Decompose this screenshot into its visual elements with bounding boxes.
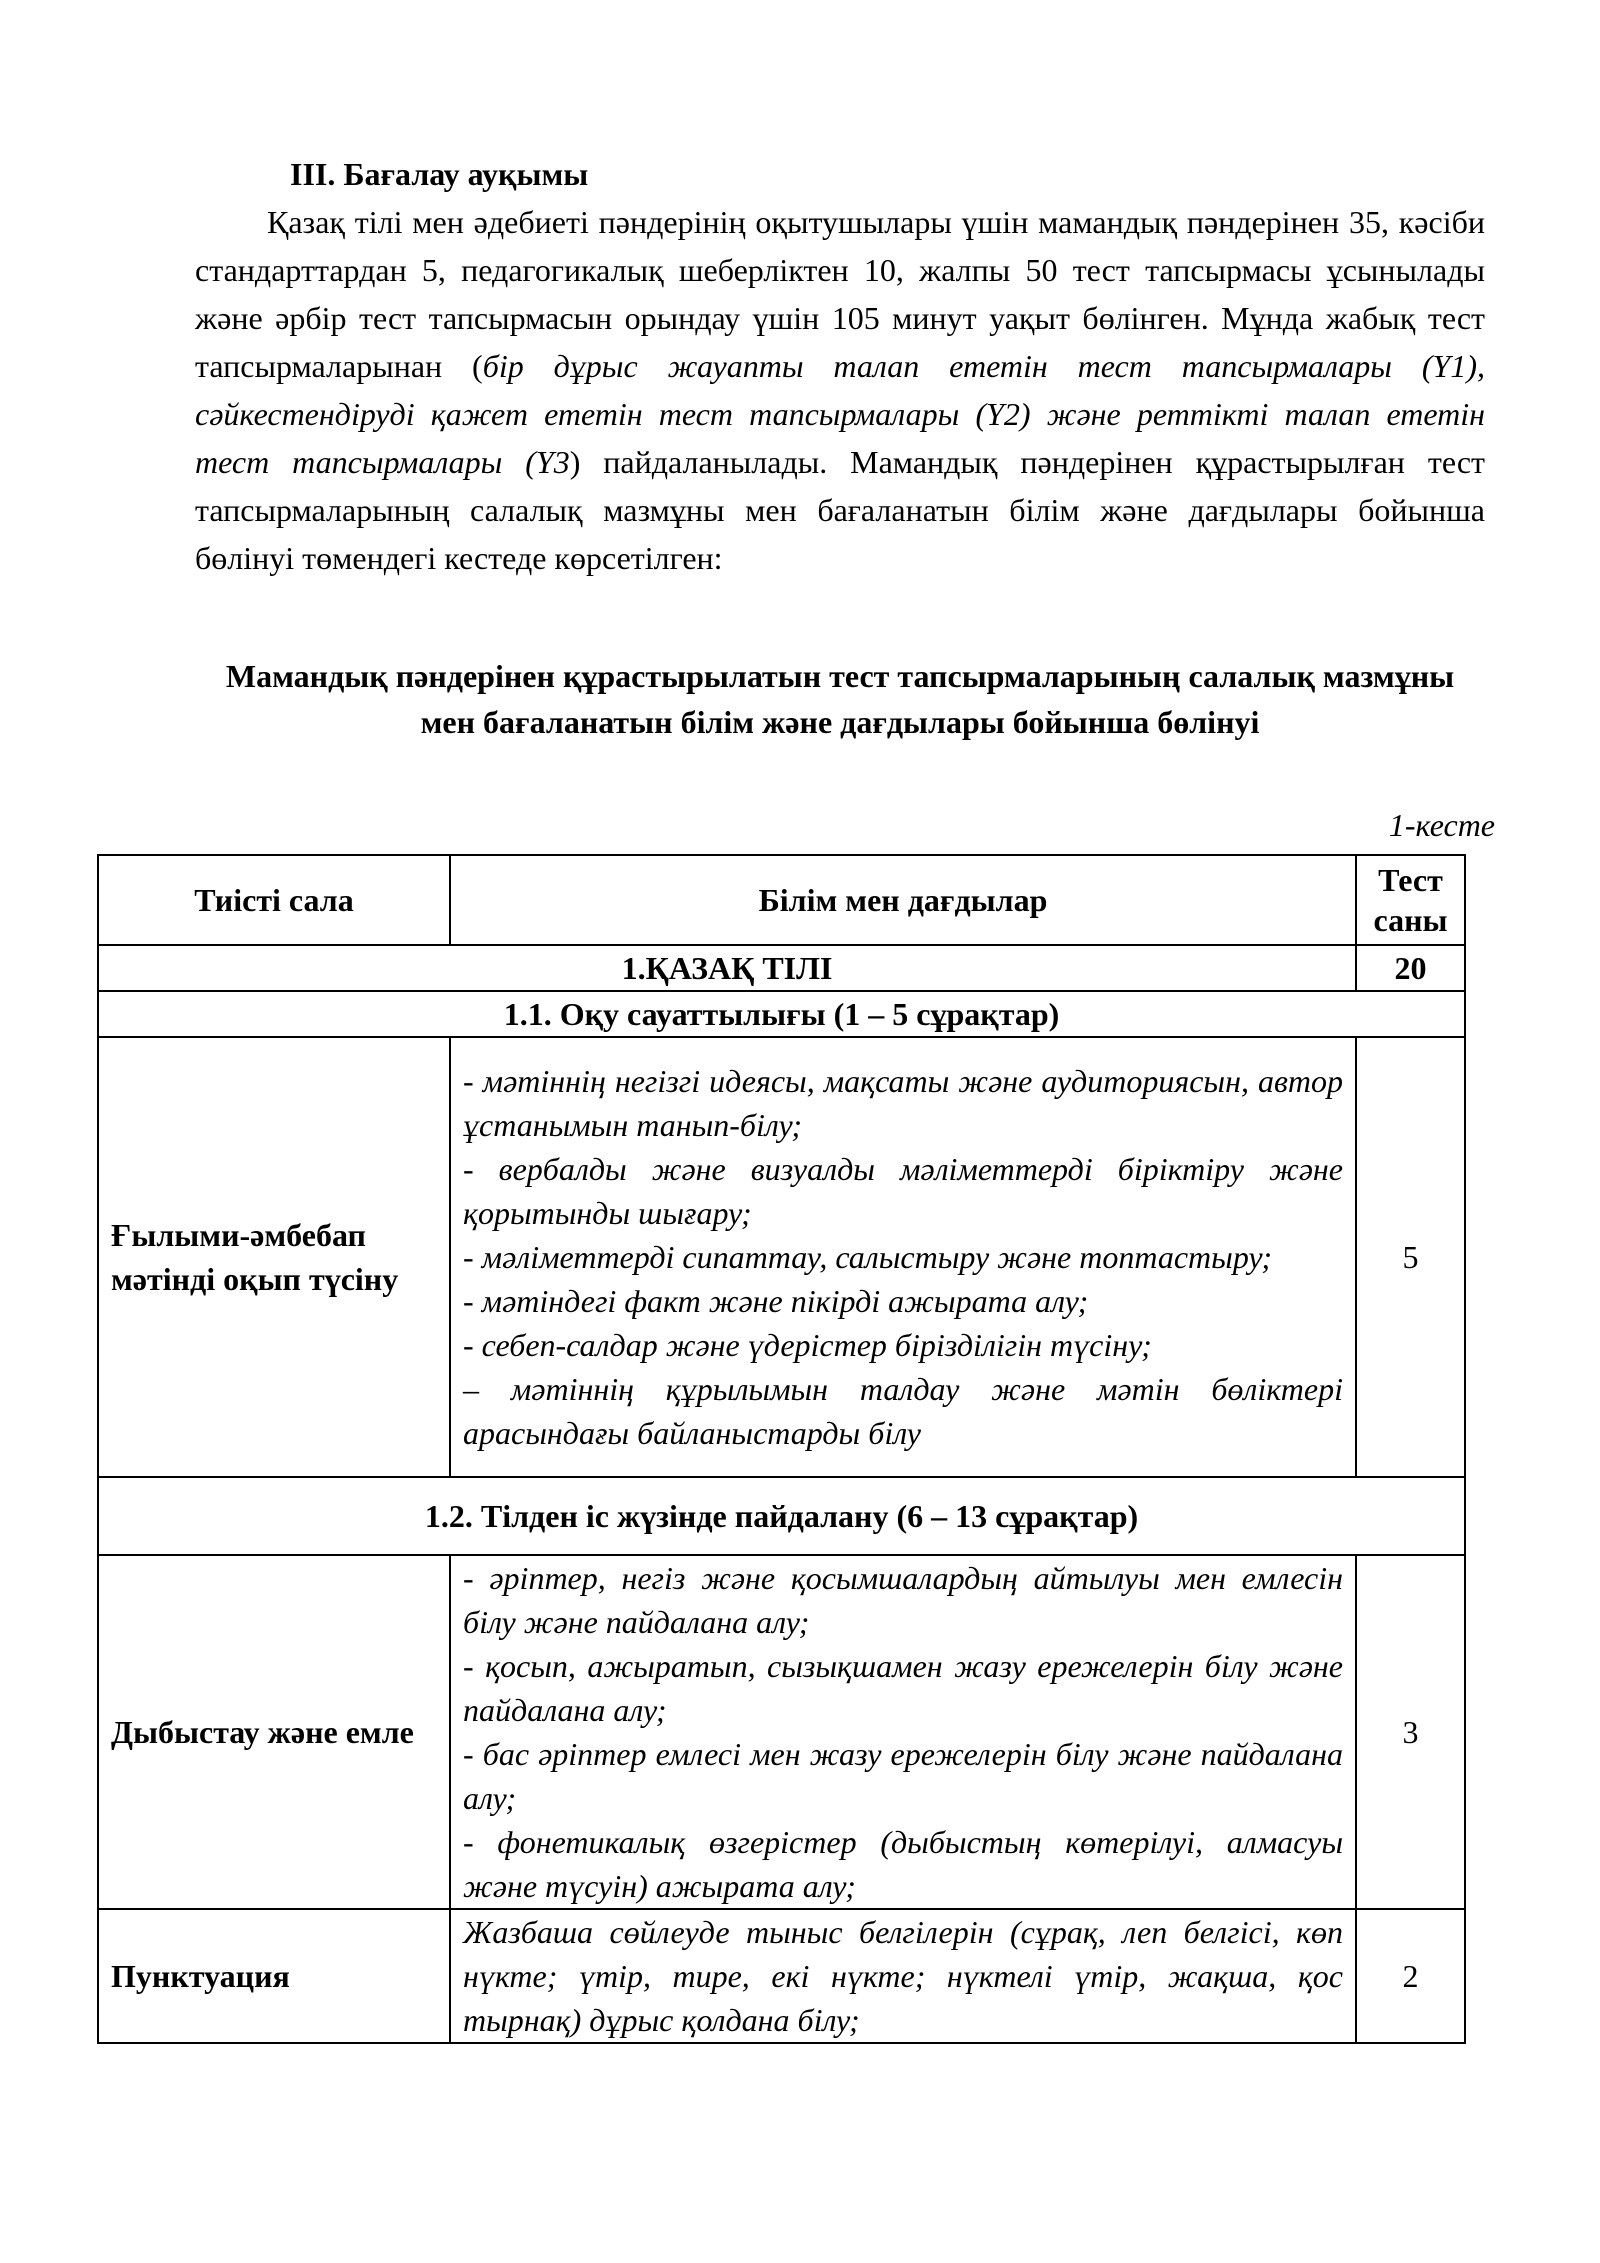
skill-item: - мәтіндегі факт және пікірді ажырата алу; xyxy=(463,1283,1089,1319)
skill-item: – мәтіннің құрылымын талдау және мәтін бөліктері арасындағы байланыстарды білу xyxy=(463,1371,1343,1451)
table-row xyxy=(98,1909,1465,2043)
section-count: 20 xyxy=(1356,945,1465,991)
row-count: 2 xyxy=(1356,1909,1465,2043)
intro-text-2: ) пайдаланылады. Мамандық пәндерінен құрастырылған тест тапсырмаларының салалық мазмұны мен бағаланатын білім және дағдылары бойынша бөлінуі төмендегі кестеде көрсетілген: xyxy=(195,444,1485,576)
skill-item: - әріптер, негіз және қосымшалардың айтылуы мен емлесін білу және пайдалана алу; xyxy=(463,1560,1343,1640)
intro-italic-text: бір дұрыс жауапты талап ететін тест тапсырмалары (Ү1), сәйкестендіруді қажет ететін тест тапсырмалары (Ү2) және реттікті талап ететін тест тапсырмалары (Ү3 xyxy=(195,348,1486,480)
row-skills xyxy=(450,1037,1356,1477)
header-area: Тиісті сала xyxy=(98,855,450,945)
intro-paragraph xyxy=(195,198,1485,582)
skill-item: - фонетикалық өзгерістер (дыбыстың көтерілуі, алмасуы және түсуін) ажырата алу; xyxy=(463,1824,1343,1904)
subsection-row-practical-language xyxy=(98,1477,1465,1555)
row-area: Дыбыстау және емле xyxy=(98,1555,450,1909)
row-area: Пунктуация xyxy=(98,1909,450,2043)
row-count: 5 xyxy=(1356,1037,1465,1477)
skill-item: - вербалды және визуалды мәліметтерді біріктіру және қорытынды шығару; xyxy=(463,1151,1343,1231)
skill-item: Жазбаша сөйлеуде тыныс белгілерін (сұрақ, леп белгісі, көп нүкте; үтір, тире, екі нүкте; нүктелі үтір, жақша, қос тырнақ) дұрыс қолдана білу; xyxy=(463,1914,1343,2038)
header-skills: Білім мен дағдылар xyxy=(450,855,1356,945)
skill-item: - мәтіннің негізгі идеясы, мақсаты және аудиториясын, автор ұстанымын танып-білу; xyxy=(463,1063,1343,1143)
row-area: Ғылыми-әмбебап мәтінді оқып түсіну xyxy=(98,1037,450,1477)
subsection-row-reading-literacy xyxy=(98,991,1465,1037)
subsection-label: 1.2. Тілден іс жүзінде пайдалану (6 – 13 сұрақтар) xyxy=(98,1477,1465,1555)
skill-item: - қосып, ажыратып, сызықшамен жазу ережелерін білу және пайдалана алу; xyxy=(463,1648,1343,1728)
distribution-table xyxy=(97,854,1466,2044)
table-title: Мамандық пәндерінен құрастырылатын тест тапсырмаларының салалық мазмұны мен бағаланатын білім және дағдылары бойынша бөлінуі xyxy=(225,658,1455,740)
skill-item: - бас әріптер емлесі мен жазу ережелерін білу және пайдалана алу; xyxy=(463,1736,1343,1816)
subsection-label: 1.1. Оқу сауаттылығы (1 – 5 сұрақтар) xyxy=(98,991,1465,1037)
skill-item: - мәліметтерді сипаттау, салыстыру және топтастыру; xyxy=(463,1239,1273,1275)
row-skills xyxy=(450,1555,1356,1909)
table-row xyxy=(98,1555,1465,1909)
row-skills xyxy=(450,1909,1356,2043)
skill-item: - себеп-салдар және үдерістер бірізділігін түсіну; xyxy=(463,1327,1152,1363)
section-label: 1.ҚАЗАҚ ТІЛІ xyxy=(98,945,1356,991)
table-header-row xyxy=(98,855,1465,945)
table-row xyxy=(98,1037,1465,1477)
section-heading: III. Бағалау ауқымы xyxy=(290,156,589,192)
row-count: 3 xyxy=(1356,1555,1465,1909)
header-count: Тест саны xyxy=(1356,855,1465,945)
intro-text-1: Қазақ тілі мен әдебиеті пәндерінің оқытушылары үшін мамандық пәндерінен 35, кәсіби стандарттардан 5, педагогикалық шеберліктен 10, жалпы 50 тест тапсырмасы ұсынылады және әрбір тест тапсырмасын орындау үшін 105 минут уақыт бөлінген. Мұнда жабық тест тапсырмаларынан ( xyxy=(195,204,1485,384)
section-row-kazakh-language xyxy=(98,945,1465,991)
table-caption: 1-кесте xyxy=(1388,807,1495,843)
